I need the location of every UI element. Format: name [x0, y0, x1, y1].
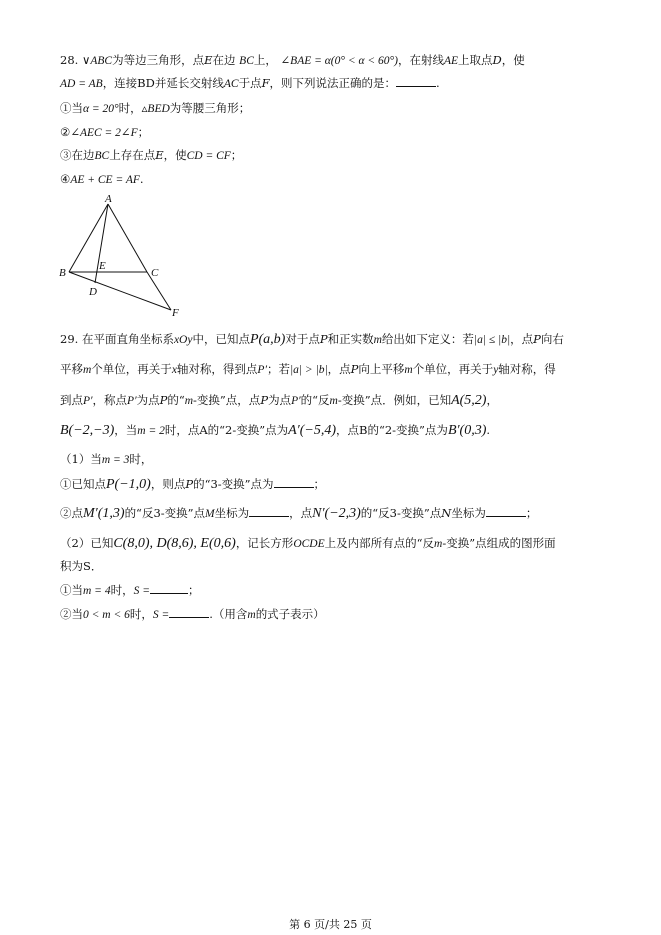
- answer-blank[interactable]: [396, 75, 436, 87]
- text-span: ②: [60, 125, 71, 139]
- text-span: 个单位，再关于: [412, 362, 494, 376]
- q29-part1-heading: [60, 451, 152, 468]
- text-span: ，连接BD并延长交射线: [102, 76, 224, 90]
- text-span: .: [436, 76, 440, 90]
- text-span: （1）当: [60, 452, 102, 466]
- text-span: 时，点A的“2-变换”点为: [164, 423, 289, 437]
- text-span: ④: [60, 172, 71, 186]
- text-span: ；: [230, 148, 243, 162]
- answer-blank[interactable]: [169, 606, 209, 618]
- q29-line-4: [60, 422, 490, 439]
- text-span: m: [404, 364, 413, 376]
- label-E: E: [99, 260, 106, 272]
- label-B: B: [59, 267, 66, 279]
- text-span: .（用含: [209, 607, 248, 621]
- text-span: ①当: [60, 101, 83, 115]
- text-span: 对于点: [285, 332, 320, 346]
- text-span: m = 4: [83, 585, 111, 597]
- text-span: 轴对称，得: [498, 362, 556, 376]
- label-F: F: [172, 307, 179, 319]
- text-span: 的“反3-变换”点: [124, 506, 206, 520]
- q28-number: 28.: [60, 53, 79, 67]
- text-span: 上及内部所有点的“反: [324, 536, 435, 550]
- text-span: m: [184, 395, 194, 407]
- text-span: m: [434, 538, 443, 550]
- text-span: m: [247, 609, 256, 621]
- text-span: 时，: [110, 583, 134, 597]
- text-span: B′(0,3): [447, 423, 487, 438]
- text-span: m: [83, 364, 92, 376]
- text-span: ，点: [289, 506, 313, 520]
- text-span: ②当: [60, 607, 83, 621]
- text-span: ②点: [60, 506, 83, 520]
- text-span: AD = AB: [60, 78, 103, 90]
- text-span: 给出如下定义：若: [381, 332, 474, 346]
- text-span: P′: [127, 395, 137, 407]
- page-footer: 第 6 页/共 25 页: [289, 918, 372, 931]
- q28-option-4: [60, 171, 144, 188]
- text-span: m: [329, 395, 338, 407]
- text-span: -变换”点．例如，已知: [337, 393, 452, 407]
- text-span: ABC: [90, 55, 113, 67]
- text-span: P: [260, 393, 269, 407]
- text-span: B(−2,−3): [60, 423, 115, 438]
- text-span: 上取点: [458, 53, 493, 67]
- text-span: 为点: [136, 393, 160, 407]
- text-span: OCDE: [293, 538, 325, 550]
- text-span: D: [492, 53, 502, 67]
- text-span: 轴对称，得到点: [176, 362, 258, 376]
- text-span: ；若: [266, 362, 290, 376]
- text-span: AE: [443, 55, 459, 67]
- text-span: P′: [291, 395, 301, 407]
- text-span: 的式子表示）: [255, 607, 325, 621]
- q28-option-2: [60, 124, 149, 141]
- text-span: P: [350, 362, 359, 376]
- text-span: 为等边三角形，点: [112, 53, 205, 67]
- text-span: E: [155, 148, 164, 162]
- text-span: F: [261, 76, 270, 90]
- text-span: xOy: [173, 334, 193, 346]
- text-span: x: [171, 364, 177, 376]
- q29-part1-q2: [60, 505, 537, 522]
- text-span: ，点B的“2-变换”点为: [336, 423, 448, 437]
- text-span: 0 < m < 6: [83, 609, 130, 621]
- text-span: 坐标为: [451, 506, 486, 520]
- text-span: 平移: [60, 362, 83, 376]
- text-span: 时，: [118, 101, 142, 115]
- text-span: P′: [257, 364, 267, 376]
- text-span: ，称点: [92, 393, 128, 407]
- text-span: AE + CE = AF: [70, 174, 140, 186]
- text-span: P: [159, 393, 168, 407]
- q29-part1-q1: [60, 476, 325, 493]
- q28-option-1: [60, 100, 250, 117]
- text-span: .: [486, 423, 491, 437]
- text-span: P: [319, 332, 328, 346]
- q29-part2-q1: [60, 582, 199, 599]
- text-span: -变换”点组成的图形面: [442, 536, 556, 550]
- answer-blank[interactable]: [486, 505, 526, 517]
- text-span: m = 2: [137, 425, 165, 437]
- text-span: P: [533, 332, 541, 346]
- text-span: -变换”点，点: [193, 393, 261, 407]
- text-span: 上存在点: [109, 148, 156, 162]
- text-span: ▵BED: [141, 103, 170, 115]
- text-span: 个单位，再关于: [91, 362, 172, 376]
- q29-line-3: [60, 392, 498, 409]
- text-span: ，记长方形: [235, 536, 294, 550]
- answer-blank[interactable]: [274, 476, 314, 488]
- text-span: S =: [133, 585, 150, 597]
- text-span: P: [185, 477, 194, 491]
- text-span: ，当: [114, 423, 138, 437]
- text-span: m = 3: [101, 454, 130, 466]
- text-span: ∠BAE = α(0° < α < 60°): [280, 55, 398, 67]
- text-span: ，: [486, 393, 498, 407]
- text-span: A′(−5,4): [288, 423, 337, 438]
- text-span: ，则点: [150, 477, 186, 491]
- q28-line-1: [60, 52, 525, 69]
- text-span: P′: [83, 395, 93, 407]
- triangle-figure: [55, 192, 195, 322]
- text-span: ；: [525, 506, 538, 520]
- q28-line-2: [60, 75, 440, 92]
- text-span: 的“: [167, 393, 185, 407]
- text-span: ；: [313, 477, 326, 491]
- text-span: 为等腰三角形；: [169, 101, 251, 115]
- label-D: D: [89, 286, 97, 298]
- text-span: ，使: [163, 148, 187, 162]
- text-span: 坐标为: [214, 506, 250, 520]
- text-span: BC: [94, 150, 110, 162]
- text-span: 向上平移: [358, 362, 405, 376]
- text-span: ；: [187, 583, 200, 597]
- text-span: |a| > |b|: [289, 364, 328, 376]
- label-C: C: [151, 267, 159, 279]
- text-span: 于点: [238, 76, 262, 90]
- text-span: E: [204, 53, 213, 67]
- text-span: 积为S．: [60, 559, 103, 573]
- text-span: ①当: [60, 583, 83, 597]
- segment-AC: [108, 204, 147, 272]
- text-span: m: [373, 334, 382, 346]
- text-span: 为点: [268, 393, 292, 407]
- text-span: 到点: [60, 393, 83, 407]
- text-span: A(5,2): [451, 393, 487, 408]
- q28-option-3: [60, 147, 242, 164]
- text-span: ，点: [327, 362, 351, 376]
- text-span: ①已知点: [60, 477, 106, 491]
- text-span: P(−1,0): [106, 477, 151, 492]
- text-span: ，在射线: [397, 53, 444, 67]
- text-span: C(8,0), D(8,6), E(0,6): [113, 536, 236, 551]
- text-span: ，使: [501, 53, 525, 67]
- text-span: y: [493, 364, 499, 376]
- text-span: （2）已知: [60, 536, 114, 550]
- q29-part2-q2: [60, 606, 325, 623]
- q29-line-1: [60, 331, 564, 348]
- text-span: α = 20°: [83, 103, 119, 115]
- text-span: CD = CF: [186, 150, 231, 162]
- text-span: 29. 在平面直角坐标系: [60, 332, 174, 346]
- text-span: |a| ≤ |b|: [473, 334, 511, 346]
- triangle-symbol: ∨: [81, 55, 91, 67]
- text-span: 的“3-变换”点为: [193, 477, 274, 491]
- text-span: 时，: [129, 452, 153, 466]
- text-span: S =: [152, 609, 170, 621]
- answer-blank[interactable]: [150, 582, 188, 594]
- text-span: 在边: [212, 53, 236, 67]
- text-span: M′(1,3): [83, 506, 125, 521]
- text-span: N′(−2,3): [312, 506, 361, 521]
- text-span: ，点: [510, 332, 534, 346]
- q29-part2-heading: [60, 535, 556, 552]
- text-span: ③在边: [60, 148, 95, 162]
- text-span: .: [139, 172, 144, 186]
- text-span: 向右: [540, 332, 564, 346]
- answer-blank[interactable]: [249, 505, 289, 517]
- text-span: ；: [137, 125, 150, 139]
- text-span: ∠AEC = 2∠F: [70, 127, 138, 139]
- text-span: AC: [223, 78, 239, 90]
- text-span: BC: [239, 55, 254, 67]
- text-span: ，则下列说法正确的是：: [269, 76, 397, 90]
- text-span: 和正实数: [327, 332, 374, 346]
- text-span: 上，: [253, 53, 277, 67]
- text-span: P(a,b): [249, 332, 286, 347]
- text-span: 时，: [129, 607, 153, 621]
- q29-line-2: [60, 361, 556, 378]
- text-span: 的“反: [300, 393, 330, 407]
- text-span: 的“反3-变换”点: [360, 506, 442, 520]
- q29-part2-heading-cont: [60, 558, 102, 574]
- label-A: A: [105, 193, 112, 205]
- text-span: 中，已知点: [192, 332, 250, 346]
- text-span: M: [205, 508, 215, 520]
- text-span: N: [441, 506, 452, 520]
